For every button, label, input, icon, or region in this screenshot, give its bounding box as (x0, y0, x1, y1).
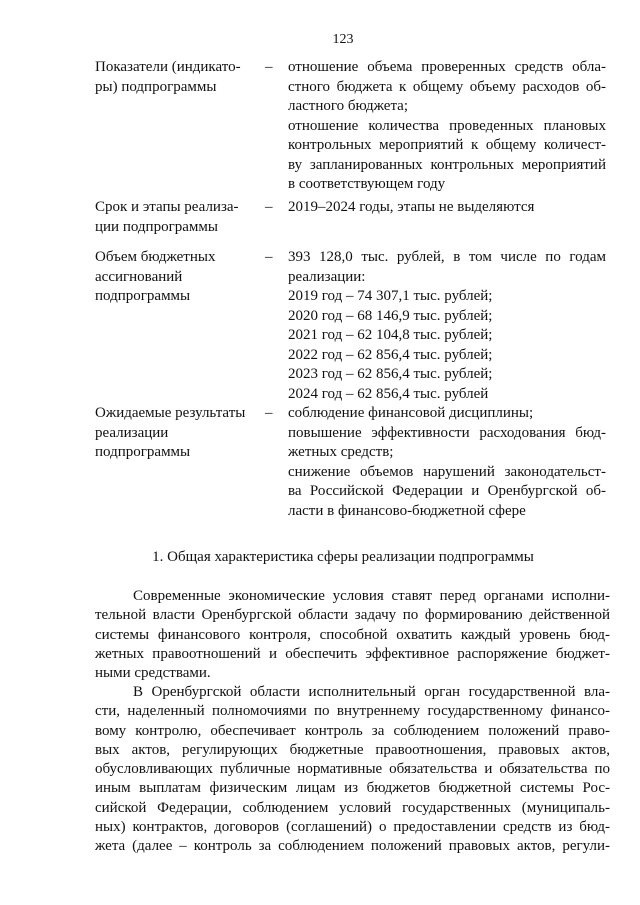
label-line: Срок и этапы реализа- (95, 199, 239, 215)
page-number: 123 (332, 32, 354, 47)
body-paragraph (95, 683, 610, 857)
value-line: реализации: (288, 268, 366, 285)
paragraph-line: иным выплатам физическим лицам из бюджетов бюджетной системы Рос- (95, 780, 610, 797)
value-line: отношение объема проверенных средств обла- (288, 59, 606, 75)
row-dash: – (265, 249, 273, 265)
row-label (95, 248, 260, 307)
paragraph-line: сийской Федерации, соблюдением условий государственных (муниципаль- (95, 799, 610, 816)
value-line: жетных средств; (288, 444, 394, 460)
value-line: стного бюджета к общему объему расходов об- (288, 78, 606, 95)
paragraph-line: жетных правоотношений и обеспечить эффективное распоряжение бюджет- (95, 645, 610, 662)
value-line: 2023 год – 62 856,4 тыс. рублей; (288, 366, 493, 382)
row-dash: – (265, 199, 273, 215)
row-label (95, 198, 260, 237)
value-line: ласти в финансово-бюджетной сфере (288, 502, 526, 519)
value-line: 2020 год – 68 146,9 тыс. рублей; (288, 307, 493, 324)
row-value (288, 248, 606, 404)
value-line: отношение количества проведенных плановых (288, 117, 606, 134)
paragraph-line: жета (далее – контроль за соблюдением положений правовых актов, регули- (95, 838, 610, 855)
row-value (288, 198, 606, 218)
paragraph-line: Современные экономические условия ставят перед органами исполни- (133, 588, 610, 604)
value-line: 2024 год – 62 856,4 тыс. рублей (288, 385, 489, 402)
paragraph-line: ных) контрактов, договоров (соглашений) о предоставлении средств из бюд- (95, 819, 610, 836)
value-line: 2019–2024 годы, этапы не выделяются (288, 199, 535, 215)
row-label (95, 58, 260, 97)
row-dash: – (265, 59, 273, 75)
paragraph-line: ными средствами. (95, 665, 211, 682)
paragraph-line: вых актов, регулирующих бюджетные правоотношения, правовых актов, (95, 741, 610, 758)
value-line: ластного бюджета; (288, 98, 409, 114)
label-line: Ожидаемые результаты (95, 405, 246, 421)
row-value (288, 58, 606, 195)
label-line: подпрограммы (95, 444, 191, 460)
value-line: 2019 год – 74 307,1 тыс. рублей; (288, 288, 493, 304)
value-line: 2022 год – 62 856,4 тыс. рублей; (288, 346, 493, 363)
paragraph-line: сти, наделенный полномочиями по внутреннему государственному финансо- (95, 703, 610, 720)
label-line: реализации (95, 424, 169, 441)
value-line: повышение эффективности расходования бюд- (288, 424, 606, 441)
paragraph-line: вому контролю, обеспечивает контроль за соблюдением положений право- (95, 722, 610, 739)
paragraph-line: обусловливающих публичные нормативные обязательства и обязательства по (95, 761, 610, 778)
label-line: ры) подпрограммы (95, 78, 217, 95)
value-line: 393 128,0 тыс. рублей, в том числе по годам (288, 249, 606, 265)
label-line: Объем бюджетных (95, 249, 216, 265)
label-line: ассигнований (95, 268, 183, 285)
value-line: снижение объемов нарушений законодательст- (288, 463, 606, 480)
paragraph-line: В Оренбургской области исполнительный орган государственной вла- (133, 684, 610, 700)
label-line: подпрограммы (95, 288, 191, 304)
value-line: ва Российской Федерации и Оренбургской об- (288, 483, 606, 499)
label-line: Показатели (индикато- (95, 59, 241, 75)
body-paragraph (95, 587, 610, 683)
value-line: 2021 год – 62 104,8 тыс. рублей; (288, 327, 493, 343)
value-line: соблюдение финансовой дисциплины; (288, 405, 534, 421)
value-line: ву запланированных контрольных мероприятий (288, 156, 606, 173)
row-label (95, 404, 260, 463)
row-dash: – (265, 405, 273, 421)
label-line: ции подпрограммы (95, 218, 218, 235)
value-line: в соответствующем году (288, 176, 446, 192)
row-value (288, 404, 606, 521)
paragraph-line: системы финансового контроля, способной охватить каждый уровень бюд- (95, 626, 610, 643)
paragraph-line: тельной власти Оренбургской области задачу по формированию действенной (95, 607, 610, 624)
section-heading: 1. Общая характеристика сферы реализации подпрограммы (152, 549, 534, 565)
value-line: контрольных мероприятий к общему количест- (288, 137, 606, 153)
